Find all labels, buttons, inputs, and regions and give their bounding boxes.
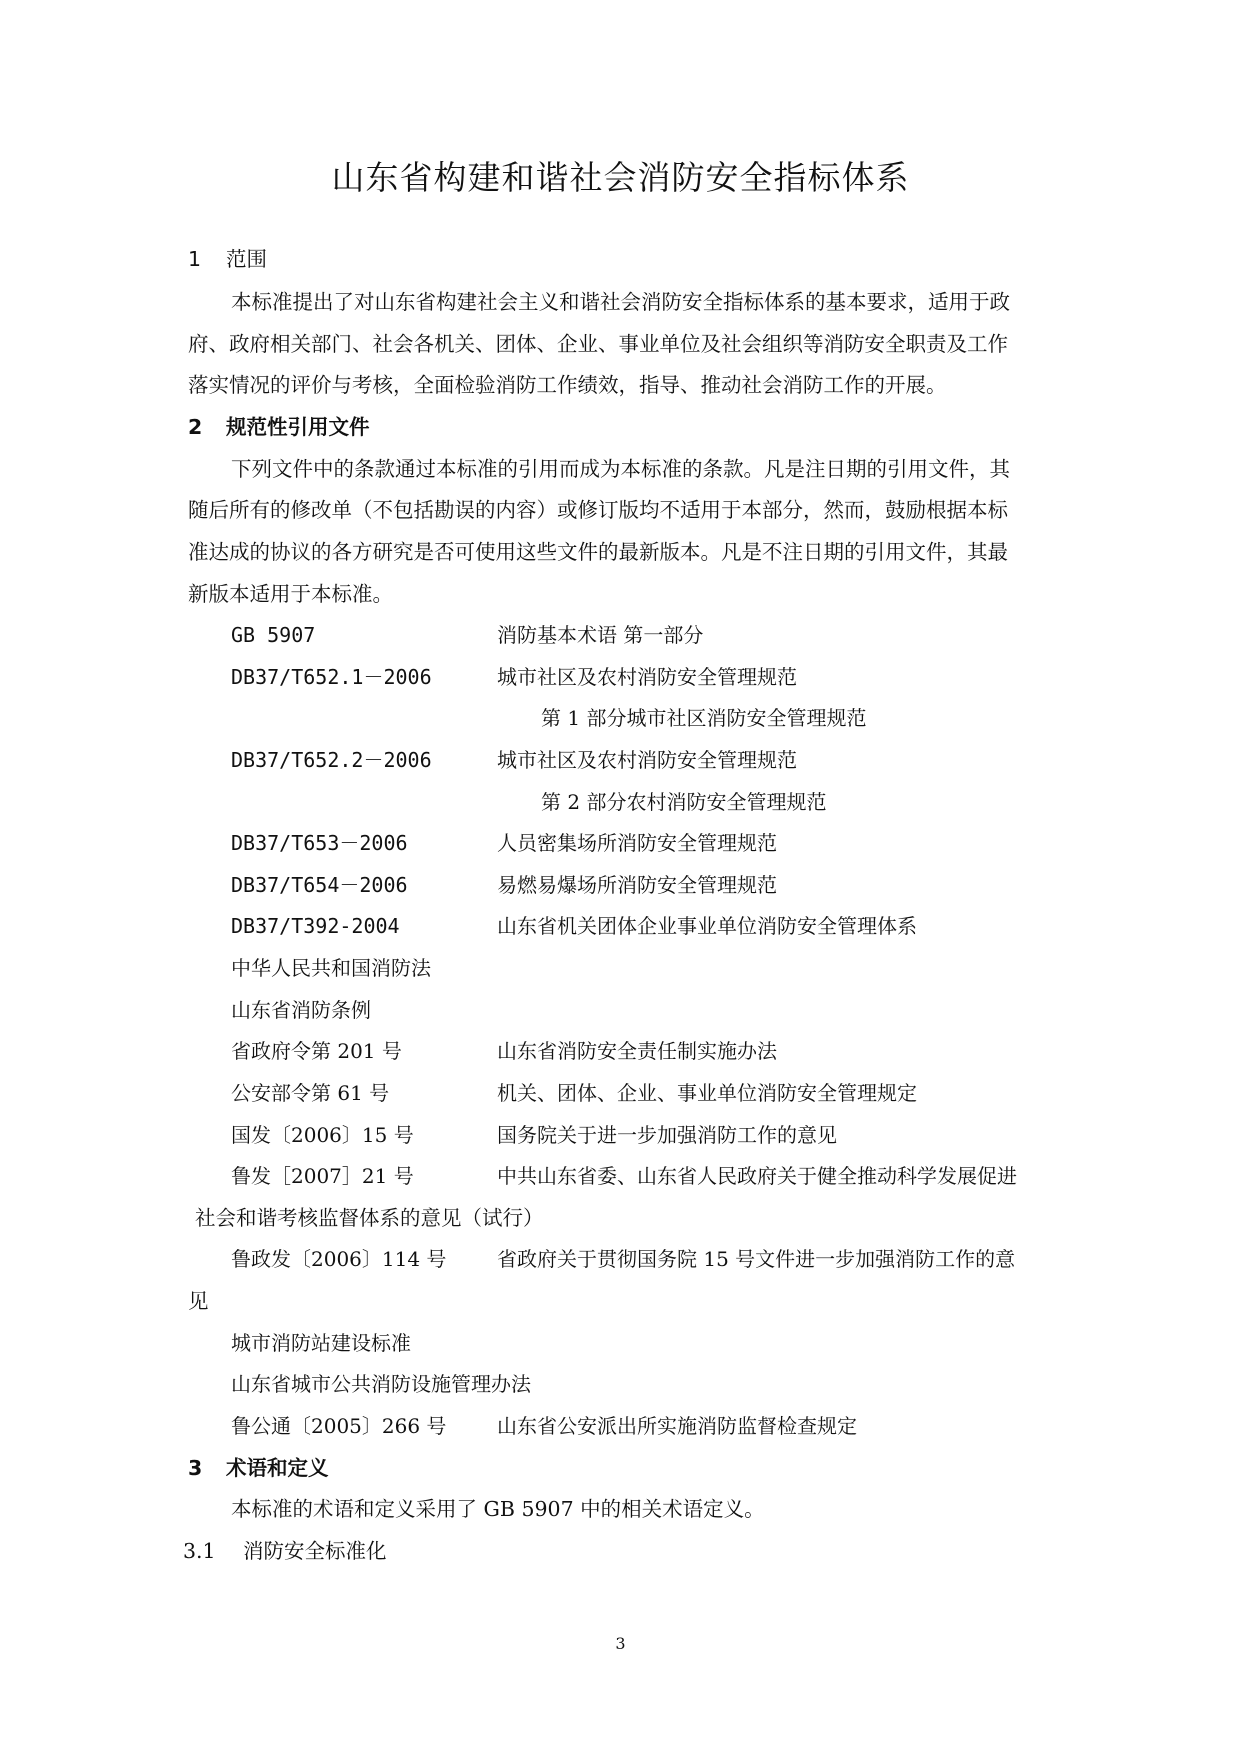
reference-code: 鲁政发〔2006〕114 号 (231, 1247, 447, 1271)
reference-title: 机关、团体、企业、事业单位消防安全管理规定 (497, 1081, 917, 1105)
reference-code: DB37/T653－2006 (231, 831, 408, 855)
reference-title: 山东省消防安全责任制实施办法 (497, 1039, 777, 1063)
section-number: 1 (188, 247, 202, 271)
section-title: 术语和定义 (226, 1456, 329, 1480)
reference-code: 中华人民共和国消防法 (231, 956, 431, 980)
reference-title: 山东省机关团体企业事业单位消防安全管理体系 (497, 914, 917, 938)
reference-code: DB37/T652.1－2006 (231, 665, 432, 689)
reference-code: 山东省城市公共消防设施管理办法 (231, 1372, 531, 1396)
reference-code: DB37/T654－2006 (231, 873, 408, 897)
reference-subtitle: 第 2 部分农村消防安全管理规范 (541, 790, 827, 814)
reference-title: 消防基本术语 第一部分 (497, 623, 704, 647)
section-title: 规范性引用文件 (226, 415, 370, 439)
reference-title: 城市社区及农村消防安全管理规范 (497, 665, 797, 689)
section-number: 3 (188, 1456, 203, 1480)
section-3-heading (188, 1454, 329, 1482)
section-2-heading (188, 413, 370, 441)
reference-code: 省政府令第 201 号 (231, 1039, 402, 1063)
paragraph-line: 本标准提出了对山东省构建社会主义和谐社会消防安全指标体系的基本要求，适用于政 (231, 290, 1010, 314)
paragraph-line: 本标准的术语和定义采用了 GB 5907 中的相关术语定义。 (231, 1497, 765, 1521)
paragraph-line: 落实情况的评价与考核，全面检验消防工作绩效，指导、推动社会消防工作的开展。 (188, 373, 947, 397)
reference-code: 鲁公通〔2005〕266 号 (231, 1414, 447, 1438)
reference-code: 城市消防站建设标准 (231, 1331, 411, 1355)
section-number: 2 (188, 415, 203, 439)
reference-code: DB37/T652.2－2006 (231, 748, 432, 772)
reference-code: 国发〔2006〕15 号 (231, 1123, 414, 1147)
reference-title: 人员密集场所消防安全管理规范 (497, 831, 777, 855)
reference-code: 山东省消防条例 (231, 998, 371, 1022)
reference-title: 城市社区及农村消防安全管理规范 (497, 748, 797, 772)
reference-title: 省政府关于贯彻国务院 15 号文件进一步加强消防工作的意 (497, 1247, 1016, 1271)
page-number: 3 (615, 1634, 626, 1653)
document-title: 山东省构建和谐社会消防安全指标体系 (331, 158, 910, 197)
paragraph-line: 随后所有的修改单（不包括勘误的内容）或修订版均不适用于本部分，然而，鼓励根据本标 (188, 498, 1008, 522)
reference-continuation: 社会和谐考核监督体系的意见（试行） (195, 1206, 544, 1230)
reference-title: 中共山东省委、山东省人民政府关于健全推动科学发展促进 (497, 1164, 1017, 1188)
paragraph-line: 准达成的协议的各方研究是否可使用这些文件的最新版本。凡是不注日期的引用文件，其最 (188, 540, 1008, 564)
subsection-heading (183, 1537, 387, 1565)
reference-code: 鲁发［2007］21 号 (231, 1164, 414, 1188)
reference-title: 山东省公安派出所实施消防监督检查规定 (497, 1414, 857, 1438)
paragraph-line: 府、政府相关部门、社会各机关、团体、企业、事业单位及社会组织等消防安全职责及工作 (188, 332, 1008, 356)
paragraph-line: 新版本适用于本标准。 (188, 582, 393, 606)
reference-title: 国务院关于进一步加强消防工作的意见 (497, 1123, 837, 1147)
subsection-title: 消防安全标准化 (243, 1539, 387, 1563)
reference-continuation: 见 (188, 1289, 209, 1313)
paragraph-line: 下列文件中的条款通过本标准的引用而成为本标准的条款。凡是注日期的引用文件，其 (231, 457, 1010, 481)
reference-code: GB 5907 (231, 623, 316, 647)
reference-code: DB37/T392-2004 (231, 914, 400, 938)
reference-subtitle: 第 1 部分城市社区消防安全管理规范 (541, 706, 867, 730)
reference-code: 公安部令第 61 号 (231, 1081, 390, 1105)
reference-title: 易燃易爆场所消防安全管理规范 (497, 873, 777, 897)
section-1-heading (188, 245, 267, 273)
subsection-number: 3.1 (183, 1539, 216, 1563)
section-title: 范围 (226, 247, 267, 271)
